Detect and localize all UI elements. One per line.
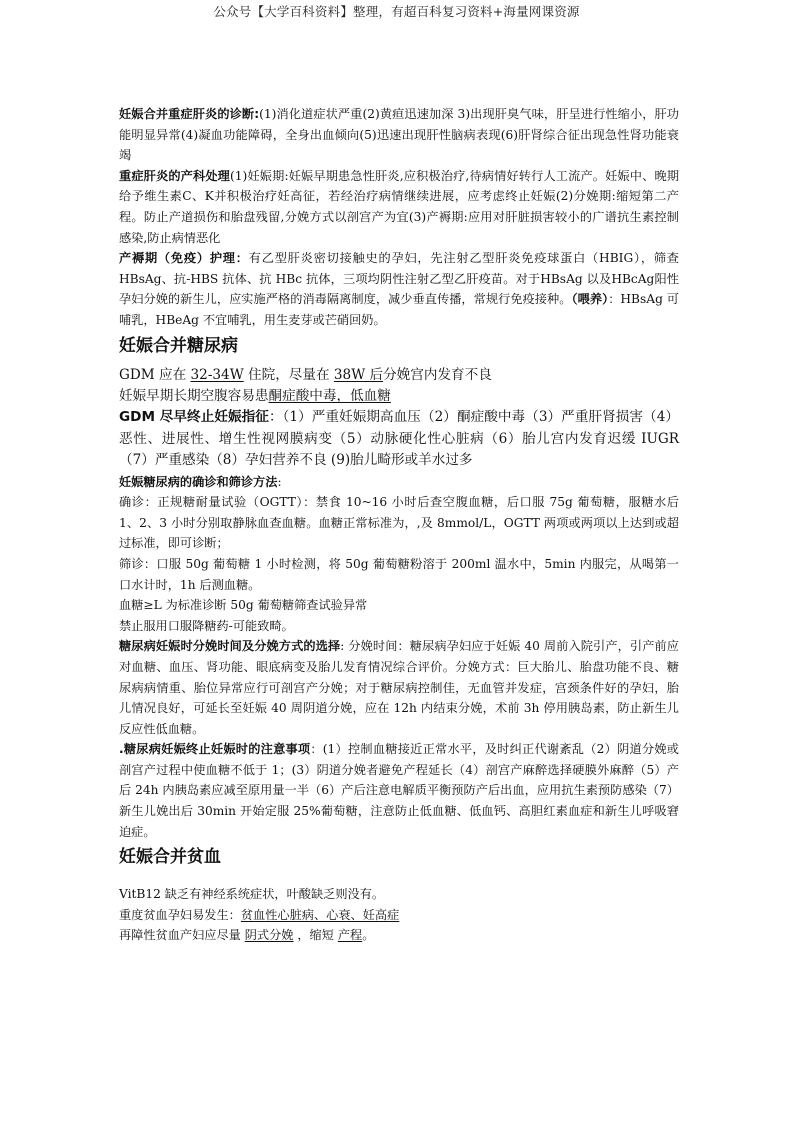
text-obstetric-management: (1)妊娠期:妊娠早期患急性肝炎,应积极治疗,待病情好转行人工流产。妊娠中、晚期给予维生素C、K并积极治疗妊高征，若经治疗病情继续进展，应考虑终止妊娠(2)分娩期:缩短第二产程。防止产道损伤和胎盘残留,分娩方式以剖宫产为宜(3)产褥期:应用对肝脏损害较小的广谱抗生素控制感染,防止病情恶化 bbox=[119, 168, 680, 245]
text-puerperium-care: 有乙型肝炎密切接触史的孕妇，先注射乙型肝炎免疫球蛋白（HBIG），筛查 HBsAg、抗-HBS 抗体、抗 HBc 抗体，三项均阴性注射乙型乙肝疫苗。对于HBsAg 以及HBcAg阳性孕妇分娩的新生儿，应实施严格的消毒隔离制度，减少垂直传播，常规行免疫接种。 bbox=[119, 251, 679, 307]
paragraph-termination-indications bbox=[119, 407, 679, 471]
text-fragment: 住院，尽量在 bbox=[243, 366, 334, 383]
section-title-diabetes: 妊娠合并糖尿病 bbox=[119, 335, 238, 356]
paragraph-puerperium-care bbox=[119, 248, 679, 330]
underlined-term: 贫血性心脏病、心衰、妊高症 bbox=[240, 907, 400, 922]
document-body bbox=[119, 104, 679, 946]
text-delivery-timing: : 分娩时间：糖尿病孕妇应于妊娠 40 周前入院引产，引产前应对血糖、血压、肾功能、眼底病变及胎儿发育情况综合评价。分娩方式：巨大胎儿、胎盘功能不良、糖尿病病情重、胎位异常应行可剖宫产分娩；对于糖尿病控制佳，无血管并发症，宫颈条件好的孕妇，胎儿情况良好，可延长至妊娠 40 周阴道分娩，应在 12h 内结束分娩，术前 3h 停用胰岛素，防止新生儿反应性低血糖。 bbox=[119, 639, 679, 736]
underlined-term: 32-34W bbox=[190, 366, 244, 383]
line-no-oral-drugs: 禁止服用口服降糖药-可能致畸。 bbox=[119, 618, 294, 633]
underlined-term: 产程 bbox=[337, 928, 363, 943]
text-fragment: ，缩短 bbox=[293, 928, 338, 943]
heading-delivery-timing: 糖尿病妊娠时分娩时间及分娩方式的选择 bbox=[119, 639, 341, 654]
text-fragment: GDM 应在 bbox=[119, 366, 191, 383]
underlined-term: 38W 后 bbox=[333, 366, 384, 383]
line-gdm-admission bbox=[119, 365, 679, 386]
underlined-term: 阴式分娩 bbox=[244, 928, 294, 943]
text-fragment: 再障性贫血产妇应尽量 bbox=[119, 928, 245, 943]
paragraph-termination-notes bbox=[119, 739, 679, 842]
heading-termination-indications: GDM 尽早终止妊娠指征 bbox=[119, 409, 269, 426]
text-termination-notes: ：(1）控制血糖接近正常水平，及时纠正代谢紊乱（2）阴道分娩或剖宫产过程中使血糖不低于 1；(3）阴道分娩者避免产程延长（4）剖宫产麻醉选择硬膜外麻醉（5）产后 24h 内胰岛素应减至原用量一半（6）产后注意电解质平衡预防产后出血，应用抗生素预防感染（7）新生儿娩出后 30min 开始定服 25%葡萄糖，注意防止低血糖、低血钙、高胆红素血症和新生儿呼吸窘迫症。 bbox=[119, 742, 679, 839]
text-fragment: 分娩宫内发育不良 bbox=[383, 366, 492, 383]
paragraph-screening: 筛诊：口服 50g 葡萄糖 1 小时检测，将 50g 葡萄糖粉溶于 200ml 温水中，5min 内服完，从喝第一口水计时，1h 后测血糖。 bbox=[119, 556, 679, 592]
text-fragment: 。 bbox=[362, 928, 375, 943]
paragraph-confirm-diagnosis: 确诊：正规糖耐量试验（OGTT）：禁食 10~16 小时后查空腹血糖，后口服 75g 葡萄糖，服糖水后 1、2、3 小时分别取静脉血查血糖。血糖正常标准为，,及 8mmol/L，OGTT 两项或两项以上达到或超过标准，即可诊断； bbox=[119, 495, 679, 551]
section-title-anemia: 妊娠合并贫血 bbox=[119, 847, 221, 868]
line-vitb12: VitB12 缺乏有神经系统症状，叶酸缺乏则没有。 bbox=[119, 887, 385, 902]
heading-puerperium-care: 产褥期（免疫）护理： bbox=[119, 251, 249, 266]
page-header: 公众号【大学百科资料】整理，有超百科复习资料+海量网课资源 bbox=[213, 4, 580, 19]
line-gdm-fasting bbox=[119, 386, 679, 407]
underlined-term: 酮症酸中毒，低血糖 bbox=[268, 387, 391, 404]
heading-feeding: （喂养） bbox=[571, 292, 609, 307]
text-feeding: ：HBsAg 可哺乳，HBeAg 不宜哺乳，用生麦芽或芒硝回奶。 bbox=[119, 292, 679, 327]
line-aplastic-anemia bbox=[119, 925, 679, 946]
line-glucose-standard: 血糖≥L 为标准诊断 50g 葡萄糖筛查试验异常 bbox=[119, 598, 368, 613]
heading-line-diagnosis-methods bbox=[119, 472, 679, 493]
heading-termination-notes: .糖尿病妊娠终止妊娠时的注意事项 bbox=[119, 742, 311, 757]
line-severe-anemia bbox=[119, 905, 679, 926]
heading-hepatitis-diagnosis: 妊娠合并重症肝炎的诊断: bbox=[119, 107, 260, 121]
paragraph-hepatitis-diagnosis bbox=[119, 104, 679, 166]
heading-diagnosis-methods: 妊娠糖尿病的确诊和筛诊方法 bbox=[119, 474, 278, 489]
text-hepatitis-diagnosis: (1)消化道症状严重(2)黄疸迅速加深 3)出现肝臭气味，肝呈进行性缩小，肝功能明显异常(4)凝血功能障碍，全身出血倾向(5)迅速出现肝性脑病表现(6)肝肾综合征出现急性肾功能衰竭 bbox=[119, 107, 679, 163]
heading-obstetric-management: 重症肝炎的产科处理 bbox=[119, 168, 231, 183]
text-fragment: 重度贫血孕妇易发生： bbox=[119, 907, 241, 922]
text-fragment: : bbox=[277, 474, 282, 489]
text-termination-indications: ：（1）严重妊娠期高血压（2）酮症酸中毒（3）严重肝肾损害（4）恶性、进展性、增生性视网膜病变（5）动脉硬化性心脏病（6）胎儿宫内发育迟缓 IUGR（7）严重感染（8）孕妇营养不良 (9)胎儿畸形或羊水过多 bbox=[119, 409, 680, 469]
text-fragment: 妊娠早期长期空腹容易患 bbox=[119, 387, 269, 404]
paragraph-delivery-timing bbox=[119, 636, 679, 739]
paragraph-obstetric-management bbox=[119, 166, 679, 248]
